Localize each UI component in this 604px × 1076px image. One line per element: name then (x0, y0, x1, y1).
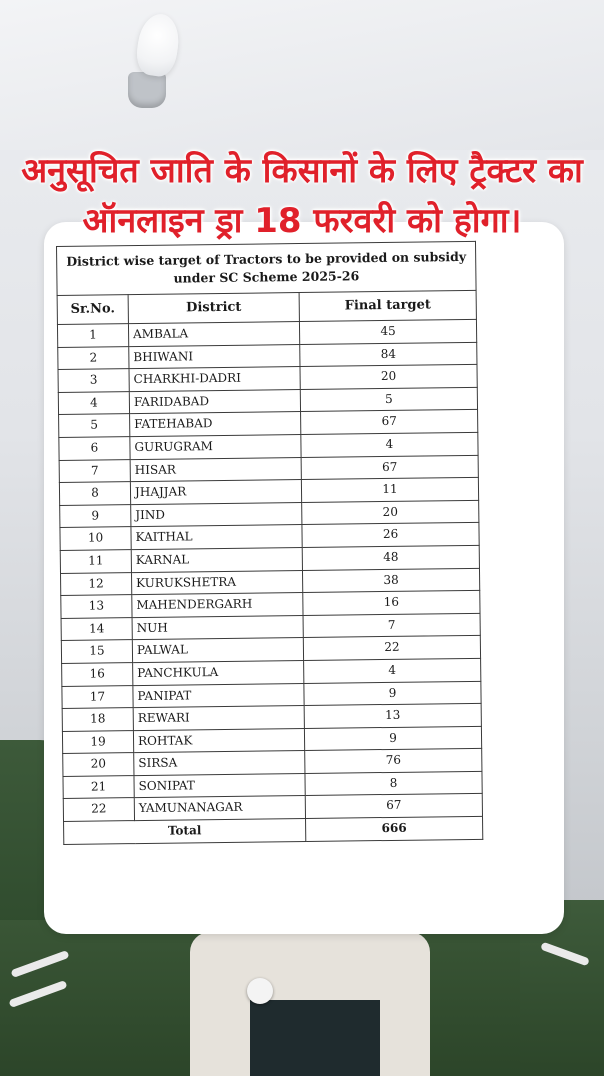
row-district: PANCHKULA (133, 660, 304, 685)
row-district: HISAR (130, 457, 301, 482)
row-sr: 6 (59, 437, 130, 460)
row-target: 4 (301, 432, 478, 457)
column-header-district: District (128, 293, 299, 324)
row-district: ROHTAK (133, 728, 304, 753)
row-district: KURUKSHETRA (131, 570, 302, 595)
row-sr: 9 (60, 504, 131, 527)
row-target: 76 (305, 749, 482, 774)
row-district: FATEHABAD (130, 412, 301, 437)
row-district: PALWAL (132, 638, 303, 663)
row-district: YAMUNANAGAR (134, 796, 305, 821)
row-target: 13 (304, 703, 481, 728)
row-target: 9 (304, 726, 481, 751)
row-sr: 5 (59, 414, 130, 437)
row-sr: 19 (62, 730, 133, 753)
row-sr: 8 (59, 482, 130, 505)
total-value: 666 (306, 816, 483, 841)
row-sr: 20 (63, 753, 134, 776)
row-target: 20 (302, 500, 479, 525)
background-ceiling (0, 0, 604, 150)
row-district: NUH (132, 615, 303, 640)
row-sr: 13 (61, 595, 132, 618)
row-district: SIRSA (134, 751, 305, 776)
row-district: BHIWANI (129, 344, 300, 369)
row-target: 7 (303, 613, 480, 638)
district-target-table (56, 241, 483, 845)
row-district: AMBALA (128, 322, 299, 347)
row-target: 84 (300, 342, 477, 367)
row-sr: 12 (60, 572, 131, 595)
background-shirt (250, 1000, 380, 1076)
column-header-target: Final target (299, 290, 476, 321)
row-target: 45 (299, 319, 476, 344)
headline-line-1: अनुसूचित जाति के किसानों के लिए ट्रैक्टर का (21, 151, 583, 191)
row-target: 11 (301, 478, 478, 503)
row-target: 67 (305, 794, 482, 819)
row-district: KARNAL (131, 547, 302, 572)
row-district: CHARKHI-DADRI (129, 367, 300, 392)
row-target: 22 (303, 636, 480, 661)
row-target: 26 (302, 523, 479, 548)
shirt-button (247, 978, 273, 1004)
row-target: 38 (302, 568, 479, 593)
row-district: PANIPAT (133, 683, 304, 708)
row-district: JIND (131, 502, 302, 527)
row-sr: 22 (63, 798, 134, 821)
row-target: 5 (300, 387, 477, 412)
total-row (64, 816, 483, 844)
row-target: 67 (301, 410, 478, 435)
row-sr: 17 (62, 685, 133, 708)
row-district: JHAJJAR (130, 480, 301, 505)
row-target: 67 (301, 455, 478, 480)
row-sr: 1 (57, 324, 128, 347)
row-sr: 18 (62, 708, 133, 731)
row-target: 9 (304, 681, 481, 706)
district-target-document (56, 241, 483, 845)
headline (0, 146, 604, 246)
table-title: District wise target of Tractors to be provided on subsidy under SC Scheme 2025-26 (57, 241, 477, 295)
row-sr: 11 (60, 550, 131, 573)
bulb-socket (128, 72, 166, 108)
row-sr: 4 (58, 391, 129, 414)
row-target: 16 (303, 590, 480, 615)
row-sr: 14 (61, 617, 132, 640)
row-sr: 2 (58, 346, 129, 369)
row-target: 48 (302, 545, 479, 570)
row-district: FARIDABAD (129, 389, 300, 414)
column-header-sr: Sr.No. (57, 295, 128, 325)
total-label: Total (64, 819, 306, 845)
row-district: REWARI (133, 706, 304, 731)
row-sr: 7 (59, 459, 130, 482)
row-sr: 16 (62, 663, 133, 686)
row-district: SONIPAT (134, 773, 305, 798)
row-target: 8 (305, 771, 482, 796)
row-sr: 15 (61, 640, 132, 663)
row-sr: 21 (63, 775, 134, 798)
row-district: MAHENDERGARH (132, 593, 303, 618)
row-district: KAITHAL (131, 525, 302, 550)
row-target: 20 (300, 365, 477, 390)
row-target: 4 (304, 658, 481, 683)
row-sr: 3 (58, 369, 129, 392)
row-district: GURUGRAM (130, 434, 301, 459)
headline-line-2: ऑनलाइन ड्रा 18 फरवरी को होगा। (82, 201, 522, 241)
row-sr: 10 (60, 527, 131, 550)
